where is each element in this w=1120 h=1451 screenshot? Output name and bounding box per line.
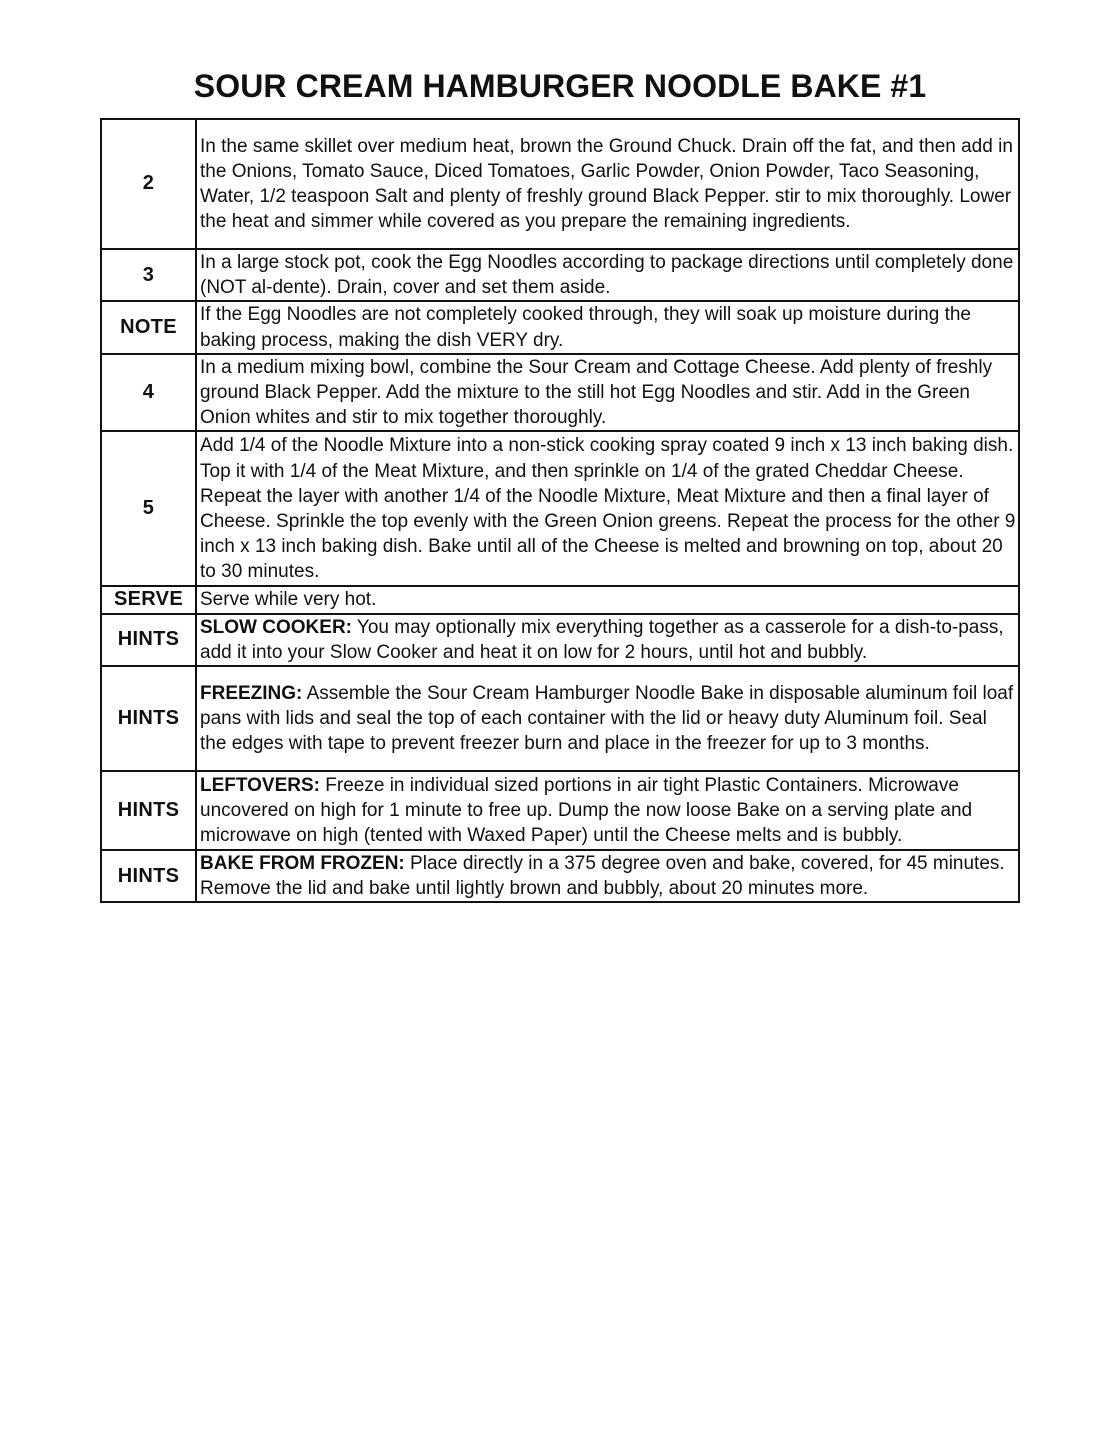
step-label: NOTE	[101, 301, 196, 353]
hint-text	[196, 850, 1019, 902]
page-title: SOUR CREAM HAMBURGER NOODLE BAKE #1	[193, 68, 927, 104]
step-text	[196, 354, 1019, 432]
step-label: 3	[101, 249, 196, 301]
table-row	[101, 354, 1019, 432]
hint-body: Assemble the Sour Cream Hamburger Noodle Bake in disposable aluminum foil loaf pans with lids and seal the top of each container with the lid or heavy duty Aluminum foil. Seal the edges with tape to prevent freezer burn and place in the freezer for up to 3 months.	[200, 682, 1014, 755]
recipe-steps-table	[100, 118, 1020, 903]
step-body: In a large stock pot, cook the Egg Noodles according to package directions until completely done (NOT al-dente). Drain, cover and set them aside.	[200, 252, 1014, 299]
step-body: In a medium mixing bowl, combine the Sour Cream and Cottage Cheese. Add plenty of freshly ground Black Pepper. Add the mixture to the still hot Egg Noodles and stir. Add in the Green Onion whites and stir to mix together thoroughly.	[200, 356, 993, 429]
hint-lead: FREEZING:	[200, 682, 303, 704]
step-body: In the same skillet over medium heat, brown the Ground Chuck. Drain off the fat, and then add in the Onions, Tomato Sauce, Diced Tomatoes, Garlic Powder, Onion Powder, Taco Seasoning, Water, 1/2 teaspoon Salt and plenty of freshly ground Black Pepper. stir to mix thoroughly. Lower the heat and simmer while covered as you prepare the remaining ingredients.	[200, 135, 1013, 233]
table-row	[101, 771, 1019, 850]
table-row	[101, 249, 1019, 301]
step-text	[196, 586, 1019, 613]
table-row	[101, 119, 1019, 249]
table-row	[101, 301, 1019, 353]
step-text	[196, 431, 1019, 586]
step-label: SERVE	[101, 586, 196, 613]
table-row	[101, 850, 1019, 902]
hint-text	[196, 771, 1019, 850]
hint-text	[196, 666, 1019, 771]
step-label: 4	[101, 354, 196, 432]
step-text	[196, 249, 1019, 301]
hint-label: HINTS	[101, 771, 196, 850]
table-row	[101, 614, 1019, 666]
hint-body: You may optionally mix everything together as a casserole for a dish-to-pass, add it into your Slow Cooker and heat it on low for 2 hours, until hot and bubbly.	[200, 616, 1004, 663]
hint-label: HINTS	[101, 614, 196, 666]
step-text	[196, 301, 1019, 353]
hint-body: Freeze in individual sized portions in air tight Plastic Containers. Microwave uncovered on high for 1 minute to free up. Dump the now loose Bake on a serving plate and microwave on high (tented with Waxed Paper) until the Cheese melts and is bubbly.	[200, 774, 973, 847]
hint-body: Place directly in a 375 degree oven and bake, covered, for 45 minutes. Remove the lid and bake until lightly brown and bubbly, about 20 minutes more.	[200, 853, 1005, 900]
step-body: Serve while very hot.	[200, 589, 377, 611]
hint-label: HINTS	[101, 850, 196, 902]
hint-lead: SLOW COOKER:	[200, 616, 352, 638]
step-label: 5	[101, 431, 196, 586]
table-row	[101, 666, 1019, 771]
step-body: Add 1/4 of the Noodle Mixture into a non-stick cooking spray coated 9 inch x 13 inch baking dish. Top it with 1/4 of the Meat Mixture, and then sprinkle on 1/4 of the grated Cheddar Cheese. Repeat the layer with another 1/4 of the Noodle Mixture, Meat Mixture and then a final layer of Cheese. Sprinkle the top evenly with the Green Onion greens. Repeat the process for the other 9 inch x 13 inch baking dish. Bake until all of the Cheese is melted and browning on top, about 20 to 30 minutes.	[200, 435, 1016, 583]
hint-lead: LEFTOVERS:	[200, 774, 320, 796]
table-row	[101, 431, 1019, 586]
hint-lead: BAKE FROM FROZEN:	[200, 853, 405, 875]
table-row	[101, 586, 1019, 613]
step-text	[196, 119, 1019, 249]
step-body: If the Egg Noodles are not completely cooked through, they will soak up moisture during the baking process, making the dish VERY dry.	[200, 304, 971, 351]
hint-label: HINTS	[101, 666, 196, 771]
step-label: 2	[101, 119, 196, 249]
hint-text	[196, 614, 1019, 666]
